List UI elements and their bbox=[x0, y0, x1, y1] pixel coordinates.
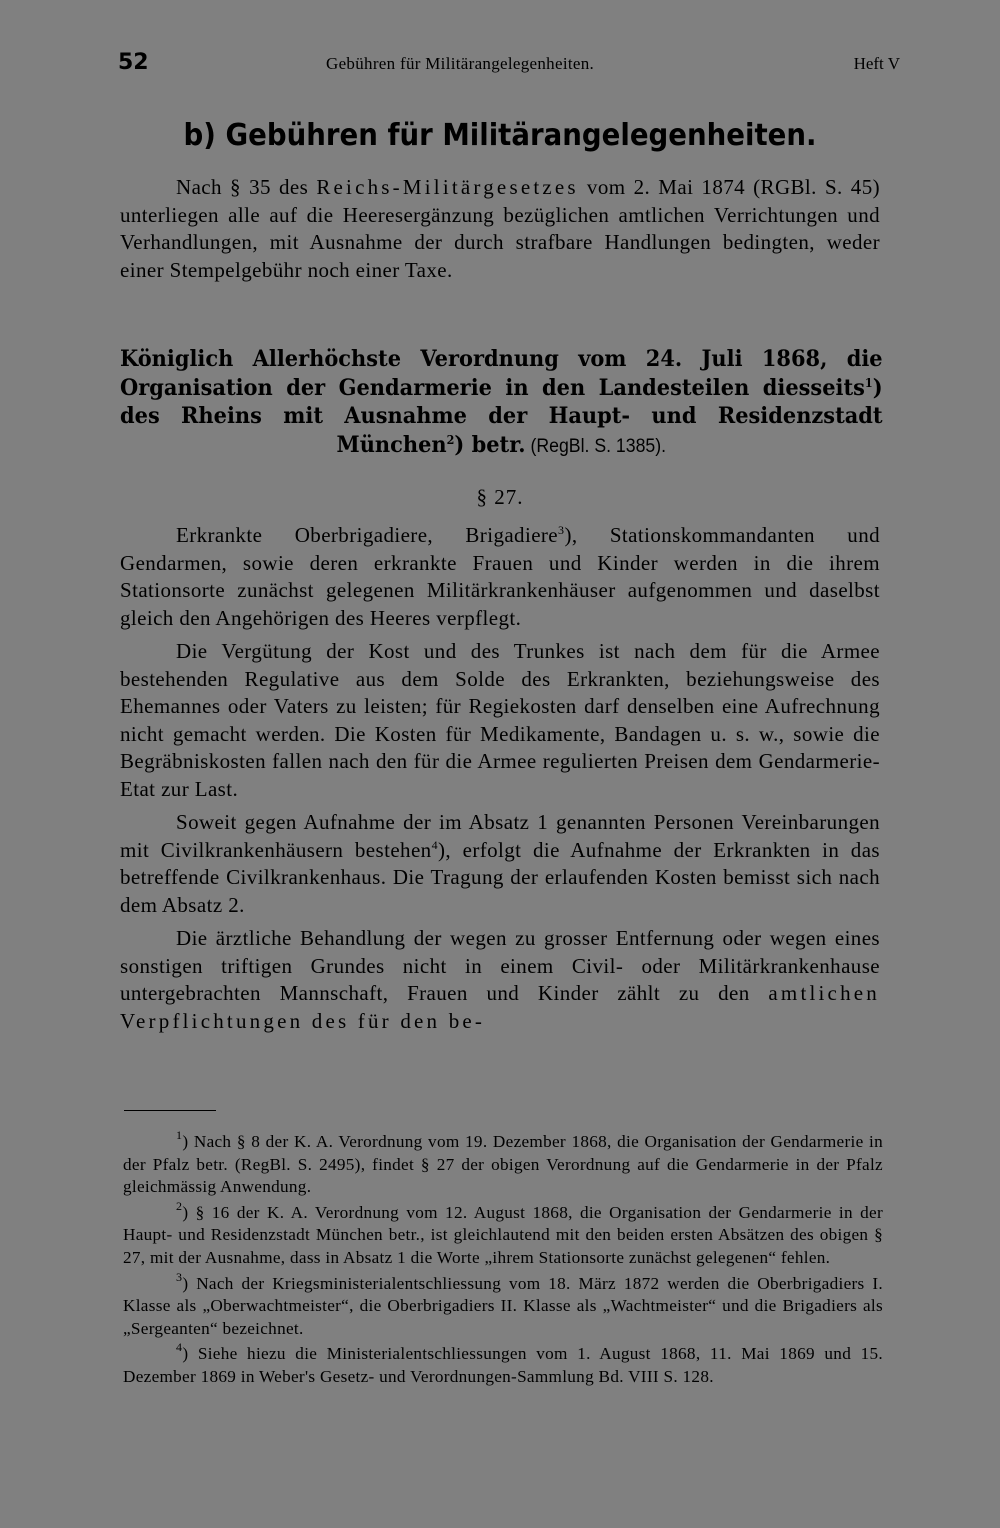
footnote-text: ) § 16 der K. A. Verordnung vom 12. August 1868, die Organisation der Gendarmerie in der Haupt- und Residenzstadt München betr., ist gleichlautend mit den beiden ersten Absätzen des obigen § 27, mit der Ausnahme, dass in Absatz 1 die Worte „ihrem Stationsorte zunächst gelegenen“ fehlen. bbox=[123, 1202, 883, 1267]
decree-title-part: Königlich Allerhöchste Verordnung vom 24. Juli 1868, die Organisation der Gendarmerie in den Landesteilen diesseits bbox=[120, 346, 883, 401]
section-body bbox=[120, 522, 880, 1035]
footnote-ref: 1 bbox=[864, 375, 873, 390]
footnote-ref: 2 bbox=[446, 432, 455, 447]
footnote-ref: 4 bbox=[431, 837, 438, 852]
footnote-mark: 4 bbox=[176, 1340, 183, 1355]
paragraph-number: § 27. bbox=[476, 485, 524, 509]
footnote bbox=[123, 1198, 883, 1270]
paragraph bbox=[120, 809, 880, 919]
footnote-text: ) Nach § 8 der K. A. Verordnung vom 19. Dezember 1868, die Organisation der Gendarmerie in der Pfalz betr. (RegBl. S. 2495), findet § 27 der obigen Verordnung auf die Gendarmerie in der Pfalz gleichmässig Anwendung. bbox=[123, 1132, 883, 1197]
paragraph-text-spaced: amtlichen Verpflichtungen des für den be- bbox=[120, 981, 880, 1033]
paragraph-text: Die ärztliche Behandlung der wegen zu grosser Entfernung oder wegen eines sonstigen triftigen Grundes nicht in einem Civil- oder Militärkrankenhause untergebrachten Mannschaft, Frauen und Kinder zählt zu den bbox=[120, 926, 880, 1005]
intro-text-start: Nach § 35 des bbox=[176, 175, 317, 199]
footnote-mark: 3 bbox=[176, 1269, 183, 1284]
decree-title-part: ) betr. bbox=[454, 431, 526, 458]
law-name: Reichs-Militärgesetzes bbox=[316, 175, 579, 199]
section-title: b) Gebühren für Militärangelegenheiten. bbox=[183, 118, 817, 153]
paragraph-text: Soweit gegen Aufnahme der im Absatz 1 genannten Personen Vereinbarungen mit Civilkrankenhäusern bestehen bbox=[120, 810, 880, 862]
footnote-ref: 3 bbox=[558, 523, 565, 537]
intro-paragraph bbox=[120, 174, 880, 284]
paragraph bbox=[120, 522, 880, 632]
footnote-text: ) Nach der Kriegsministerialentschliessung vom 18. März 1872 werden die Oberbrigadiers I. Klasse als „Oberwachtmeister“, die Oberbrigadiers II. Klasse als „Wachtmeister“ und die Brigadiers als „Sergeanten“ bezeichnet. bbox=[123, 1273, 883, 1338]
issue-label: Heft V bbox=[853, 54, 900, 73]
decree-heading bbox=[120, 345, 883, 461]
footnote-text: ) Siehe hiezu die Ministerialentschliessungen vom 1. August 1868, 11. Mai 1869 und 15. Dezember 1869 in Weber's Gesetz- und Verordnungen-Sammlung Bd. VIII S. 128. bbox=[123, 1344, 883, 1386]
footnote bbox=[123, 1340, 883, 1388]
paragraph-text: ), erfolgt die Aufnahme der Erkrankten in das betreffende Civilkrankenhaus. Die Tragung der erlaufenden Kosten bemisst sich nach dem Absatz 2. bbox=[120, 837, 880, 917]
running-header bbox=[118, 46, 900, 82]
decree-title-part: ) des Rheins mit Ausnahme der Haupt- und Residenzstadt München bbox=[120, 374, 883, 458]
decree-reference: (RegBl. S. 1385). bbox=[525, 435, 667, 457]
page-number: 52 bbox=[118, 50, 149, 75]
footnote bbox=[123, 1269, 883, 1341]
intro-text-end: vom 2. Mai 1874 (RGBl. S. 45) unterliegen alle auf die Heeresergänzung bezüglichen amtlichen Verrichtungen und Verhandlungen, mit Ausnahme der durch strafbare Handlungen bedingten, weder einer Stempelgebühr noch einer Taxe. bbox=[120, 175, 880, 282]
paragraph: Die Vergütung der Kost und des Trunkes ist nach dem für die Armee bestehenden Regulative aus dem Solde des Erkrankten, beziehungsweise des Ehemannes oder Vaters zu leisten; für Regiekosten darf denselben eine Aufrechnung nicht gemacht werden. Die Kosten für Medikamente, Bandagen u. s. w., sowie die Begräbniskosten fallen nach den für die Armee regulierten Preisen dem Gendarmerie-Etat zur Last. bbox=[120, 639, 880, 801]
paragraph-text: ), Stationskommandanten und Gendarmen, sowie deren erkrankte Frauen und Kinder werden in die ihrem Stationsorte zunächst gelegenen Militärkrankenhäuser aufgenommen und daselbst gleich den Angehörigen des Heeres verpflegt. bbox=[120, 523, 880, 630]
footnote-mark: 1 bbox=[176, 1128, 183, 1142]
footnote-mark: 2 bbox=[176, 1198, 183, 1213]
running-title: Gebühren für Militärangelegenheiten. bbox=[326, 54, 595, 73]
footnote bbox=[123, 1128, 883, 1199]
paragraph bbox=[120, 925, 880, 1035]
paragraph-text: Erkrankte Oberbrigadiere, Brigadiere bbox=[176, 523, 559, 547]
footnote-divider bbox=[124, 1110, 216, 1111]
footnotes bbox=[123, 1128, 883, 1389]
